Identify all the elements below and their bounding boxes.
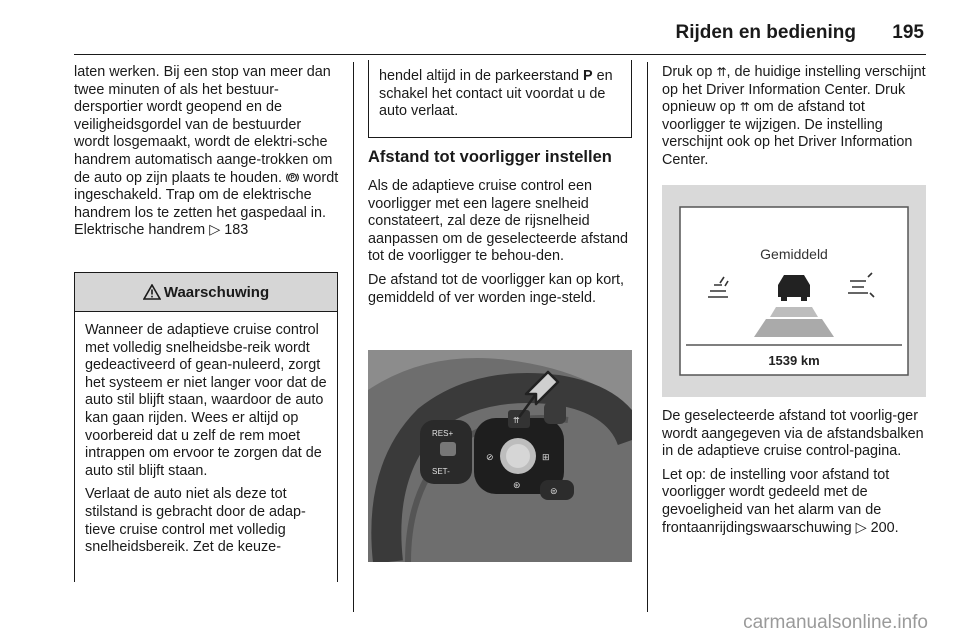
column-divider-2 (647, 62, 648, 612)
following-distance-icon: ⇈ (739, 100, 750, 115)
page-number: 195 (892, 22, 924, 43)
lane-button-glyph: ⊜ (550, 486, 558, 496)
paragraph-adaptive-speed: Als de adaptieve cruise control een voorligger met een lagere snelheid constateert, zal deze de rijsnelheid aanpassen om de geselecteerde afstand tot de voorligger te behou-den. (368, 178, 629, 265)
column-1 (74, 64, 340, 246)
svg-text:P: P (290, 175, 295, 182)
paragraph-distance-bars: De geselecteerde afstand tot voorlig-ger wordt aangegeven via de afstandsbalken in de adaptieve cruise control-pagina. (662, 408, 924, 460)
distance-mode-label: Gemiddeld (760, 246, 828, 262)
warning-title: Waarschuwing (163, 283, 270, 301)
distance-bar-near (754, 319, 834, 337)
distance-button-glyph: ⇈ (513, 416, 520, 425)
page-ref-200[interactable]: 200. (870, 519, 899, 536)
cancel-button-glyph: ⊘ (486, 452, 494, 462)
park-position-label: P (583, 68, 593, 84)
parking-brake-icon (286, 171, 299, 184)
page-ref-183[interactable]: 183 (224, 222, 249, 239)
cruise-button-glyph: ⊛ (513, 480, 521, 490)
column-3-text-a (662, 64, 926, 176)
warning-paragraph-1: Wanneer de adaptieve cruise control met volledig snelheidsbe-reik wordt gedeactiveerd of gean-nuleerd, zorgt het systeem er niet langer voor dat de auto stil blijft staan, waardoor de auto kan gaan rijden. Wees er altijd op voorbereid dat u zelf de rem moet intrappen om ervoor te zorgen dat de auto stil blijft staan. (85, 322, 327, 479)
set-button-label: SET- (432, 467, 450, 476)
res-button-label: RES+ (432, 429, 454, 438)
paragraph-distance-options: De afstand tot de voorligger kan op kort, gemiddeld of ver worden inge-steld. (368, 271, 624, 306)
paragraph-shared-setting: Let op: de instelling voor afstand tot voorligger wordt gedeeld met de gevoeligheid van het alarm van de frontaanrijdingswaarschuwing ▷ 200. (662, 466, 899, 536)
warning-continuation-box: hendel altijd in de parkeerstand P en schakel het contact uit voordat u de auto verlaat. (368, 60, 632, 138)
steering-wheel-illustration (368, 350, 632, 562)
column-divider-1 (353, 62, 354, 612)
warning-header (75, 273, 337, 312)
following-distance-icon: ⇈ (716, 65, 727, 79)
header-rule (74, 54, 926, 55)
column-3-text-b (662, 408, 926, 543)
section-heading: Afstand tot voorligger instellen (368, 148, 612, 166)
driver-info-center-display (662, 185, 926, 397)
source-watermark: carmanualsonline.info (743, 612, 928, 633)
running-header-title: Rijden en bediening (675, 22, 856, 43)
paragraph-auto-hold: laten werken. Bij een stop van meer dan twee minuten of als het bestuur-dersportier wordt geopend en de veiligheidsgordel van de bestuurder wordt losgemaakt, wordt de elektri-sche handrem automatisch aange-trokken om de auto op zijn plaats te houden. P wordt ingeschakeld. Trap om de elektrische handrem los te zetten het gaspedaal in. Elektrische handrem ▷ 183 (74, 64, 339, 239)
page-ref-arrow-icon: ▷ (855, 519, 867, 536)
odometer-reading: 1539 km (768, 353, 820, 368)
warning-body (75, 312, 337, 557)
limiter-button-glyph: ⊞ (542, 452, 550, 462)
column-2-text (368, 178, 632, 313)
page-ref-arrow-icon: ▷ (209, 222, 221, 239)
warning-box (74, 272, 338, 582)
paragraph-press-distance: Druk op ⇈, de huidige instelling verschijnt op het Driver Information Center. Druk opnieuw op ⇈ om de afstand tot voorligger te wijzigen. De instelling verschijnt ook op het Driver Information Center. (662, 64, 926, 168)
warning-paragraph-2: Verlaat de auto niet als deze tot stilstand is gebracht door de adap-tieve cruise control met volledig snelheidsbereik. Zet de keuze- (85, 486, 306, 556)
distance-bar-far (770, 307, 818, 317)
warning-triangle-icon (143, 284, 161, 300)
